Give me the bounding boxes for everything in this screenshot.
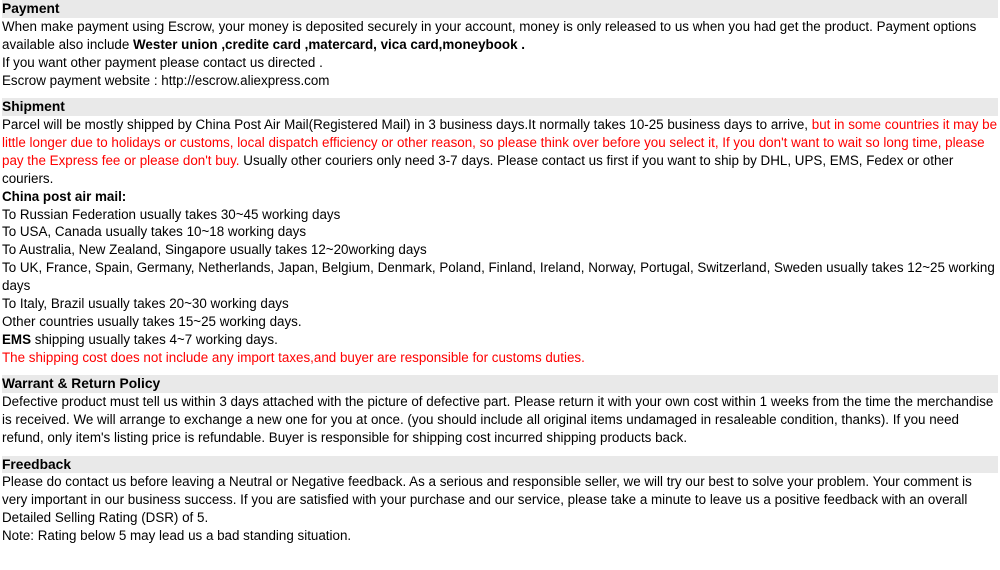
delivery-time-item: To Italy, Brazil usually takes 20~30 working days <box>2 296 289 312</box>
policy-document <box>2 0 998 545</box>
warranty-section <box>2 375 998 447</box>
ems-text: shipping usually takes 4~7 working days. <box>31 331 278 347</box>
shipment-couriers-text: Usually other couriers only need 3-7 days. Please contact us first if you want to ship by DHL, UPS, EMS, Fedex or other couriers. <box>2 152 954 186</box>
feedback-heading: Freedback <box>2 456 998 474</box>
feedback-paragraph: Please do contact us before leaving a Neutral or Negative feedback. As a serious and responsible seller, we will try our best to solve your problem. Your comment is very important in our business success. If you are satisfied with your purchase and our service, please take a minute to leave us a positive feedback with an overall Detailed Selling Rating (DSR) of 5. <box>2 474 972 526</box>
feedback-section <box>2 456 998 546</box>
ems-line <box>2 331 998 349</box>
shipment-heading: Shipment <box>2 98 998 116</box>
payment-contact-line: If you want other payment please contact us directed . <box>2 54 323 70</box>
warranty-paragraph: Defective product must tell us within 3 days attached with the picture of defective part. Please return it with your own cost within 1 weeks from the time the merchandise is received. We will arrange to exchange a new one for you at once. (you should include all original items undamaged in resaleable condition, thanks). If you need refund, only item's listing price is refundable. Buyer is responsible for shipping cost incurred shipping products back. <box>2 394 994 446</box>
shipment-warning-text: but in some countries it may be little longer due to holidays or customs, local dispatch efficiency or other reason, so please think over before you select it, If you don't want to wait so long time, please pay the Express fee or please don't buy. <box>2 117 998 168</box>
payment-section <box>2 0 998 90</box>
shipment-intro-text: Parcel will be mostly shipped by China Post Air Mail(Registered Mail) in 3 business days.It normally takes 10-25 business days to arrive, <box>2 117 812 133</box>
shipment-intro <box>2 116 998 188</box>
delivery-time-item: To Russian Federation usually takes 30~45 working days <box>2 206 341 222</box>
warranty-heading: Warrant & Return Policy <box>2 375 998 393</box>
payment-heading: Payment <box>2 0 998 18</box>
shipment-section <box>2 98 998 367</box>
escrow-website-line: Escrow payment website : http://escrow.aliexpress.com <box>2 72 330 88</box>
ems-label: EMS <box>2 331 32 347</box>
delivery-time-item: To UK, France, Spain, Germany, Netherlands, Japan, Belgium, Denmark, Poland, Finland, Ireland, Norway, Portugal, Switzerland, Sweden usually takes 12~25 working days <box>2 260 995 294</box>
shipping-cost-note: The shipping cost does not include any import taxes,and buyer are responsible for customs duties. <box>2 349 585 365</box>
delivery-time-item: To USA, Canada usually takes 10~18 working days <box>2 224 307 240</box>
payment-methods: Wester union ,credite card ,matercard, vica card,moneybook . <box>133 36 525 52</box>
delivery-time-item: To Australia, New Zealand, Singapore usually takes 12~20working days <box>2 242 427 258</box>
payment-paragraph-text: When make payment using Escrow, your money is deposited securely in your account, money is only released to us when you had get the product. Payment options available also include <box>2 18 977 52</box>
china-post-subheading: China post air mail: <box>2 188 127 204</box>
delivery-time-item: Other countries usually takes 15~25 working days. <box>2 314 302 329</box>
feedback-note: Note: Rating below 5 may lead us a bad standing situation. <box>2 528 352 544</box>
payment-paragraph <box>2 18 998 54</box>
